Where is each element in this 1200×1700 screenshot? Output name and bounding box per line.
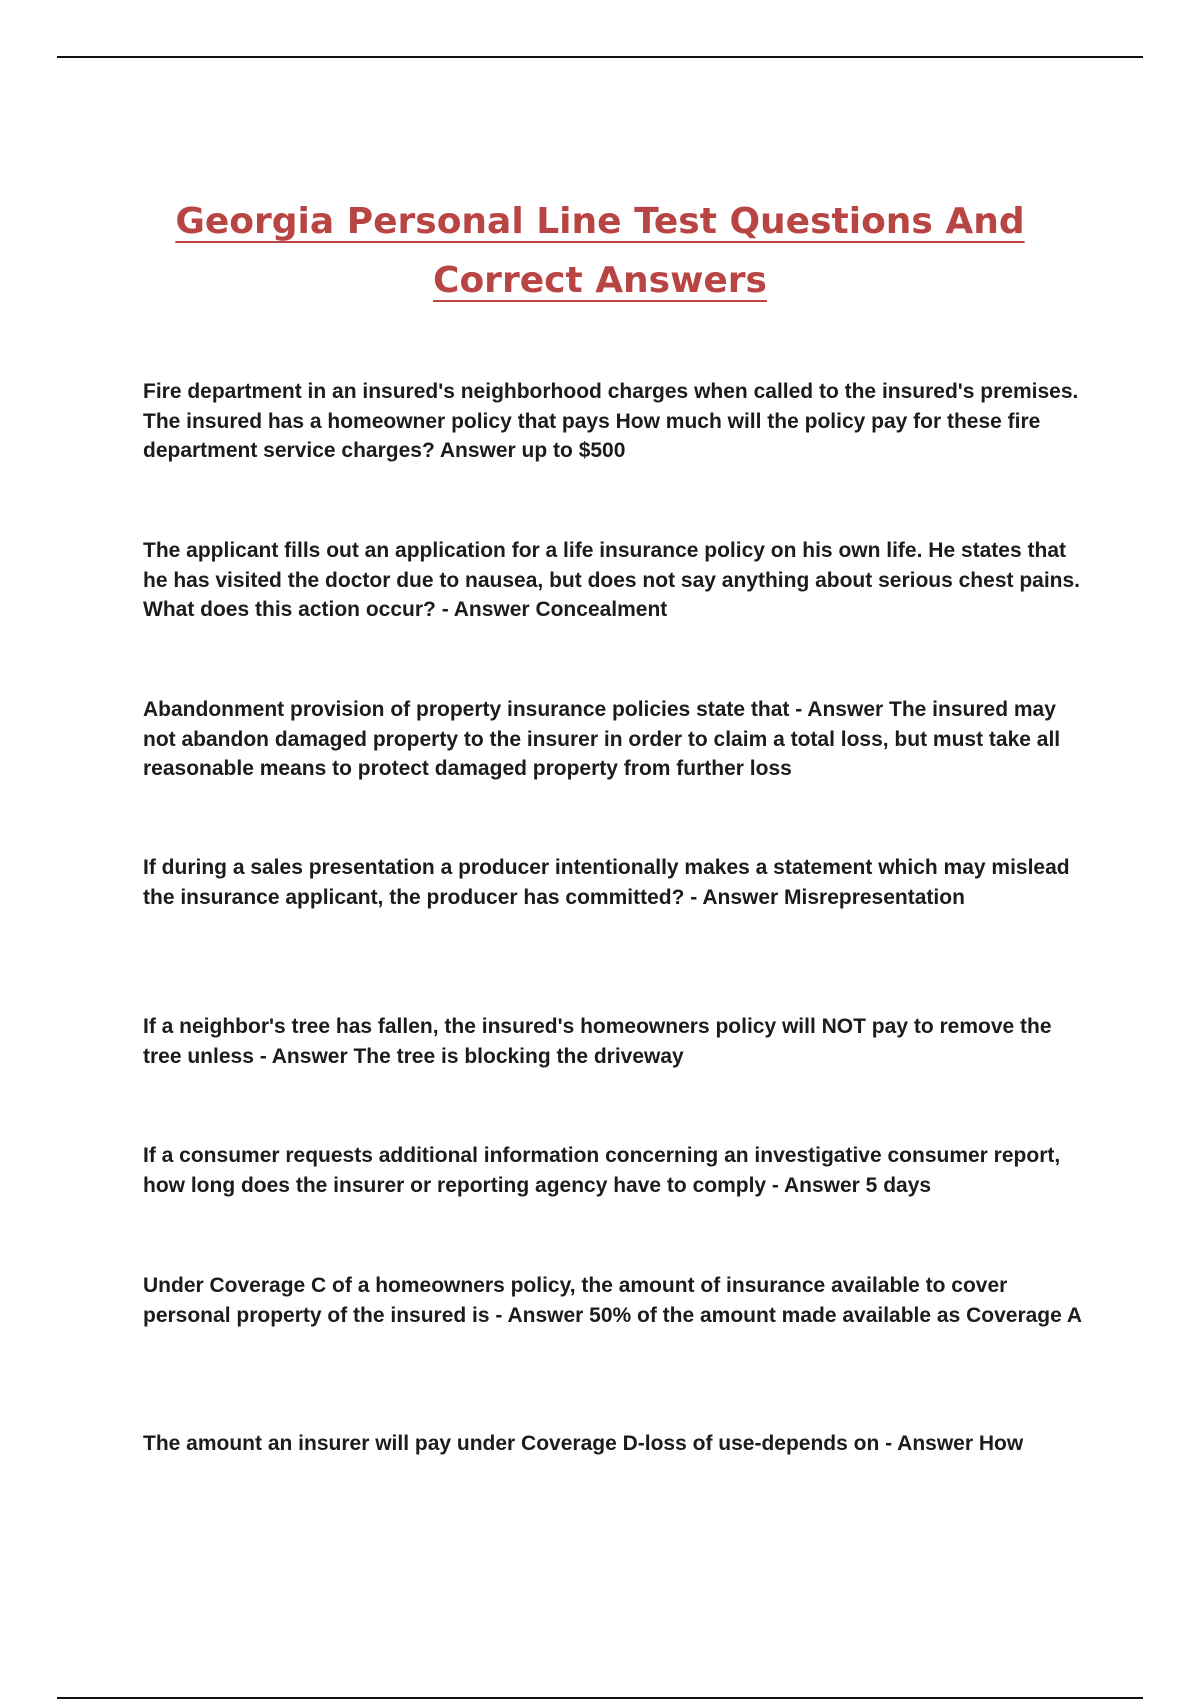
qa-item-2: The applicant fills out an application for a life insurance policy on his own life. He states that he has visited the doctor due to nausea, but does not say anything about serious chest pains. What does this action occur? - Answer Concealment bbox=[143, 539, 1081, 621]
qa-item-1: Fire department in an insured's neighborhood charges when called to the insured's premises. The insured has a homeowner policy that pays How much will the policy pay for these fire department service charges? Answer up to $500 bbox=[143, 380, 1079, 462]
document-title bbox=[0, 192, 1200, 310]
qa-item-8: The amount an insurer will pay under Coverage D-loss of use-depends on - Answer How bbox=[143, 1432, 1024, 1455]
top-rule bbox=[57, 56, 1143, 58]
title-line-1: Georgia Personal Line Test Questions And bbox=[175, 201, 1025, 242]
qa-item-3: Abandonment provision of property insurance policies state that - Answer The insured may not abandon damaged property to the insurer in order to claim a total loss, but must take all reasonable means to protect damaged property from further loss bbox=[143, 698, 1061, 780]
bottom-rule bbox=[57, 1697, 1143, 1699]
qa-item-7: Under Coverage C of a homeowners policy, the amount of insurance available to cover personal property of the insured is - Answer 50% of the amount made available as Coverage A bbox=[143, 1274, 1083, 1327]
title-line-2: Correct Answers bbox=[433, 260, 767, 301]
qa-item-6: If a consumer requests additional information concerning an investigative consumer report, how long does the insurer or reporting agency have to comply - Answer 5 days bbox=[143, 1144, 1061, 1197]
qa-item-4: If during a sales presentation a producer intentionally makes a statement which may mislead the insurance applicant, the producer has committed? - Answer Misrepresentation bbox=[143, 856, 1070, 909]
qa-item-5: If a neighbor's tree has fallen, the insured's homeowners policy will NOT pay to remove the tree unless - Answer The tree is blocking the driveway bbox=[143, 1015, 1052, 1068]
